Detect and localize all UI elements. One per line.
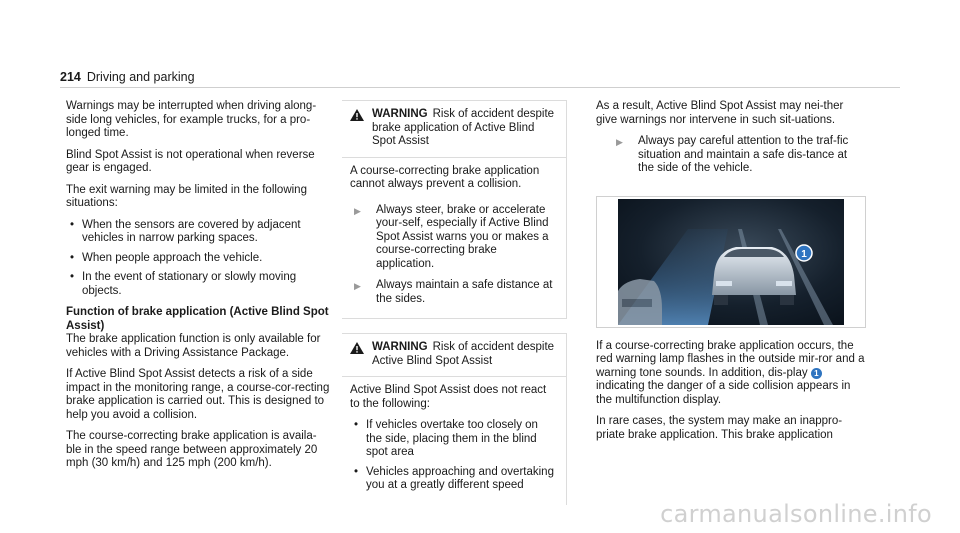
paragraph: In rare cases, the system may make an inappro-priate brake application. This brake application [596, 415, 843, 441]
paragraph: If a course-correcting brake application occurs, the red warning lamp flashes in the outside mir-ror and a warning tone sounds. In addition, dis-play 1 indicating the danger of a side collision appears in the multifunction display. [596, 339, 865, 406]
paragraph: If Active Blind Spot Assist detects a risk of a side impact in the monitoring range, a course-cor-recting brake application is carried out. This is designed to help you avoid a collision. [66, 368, 330, 421]
warning-box [342, 100, 567, 319]
warning-title: Risk of accident despite Active Blind Spot Assist [372, 341, 555, 367]
arrow-right-icon: ▶ [616, 137, 623, 147]
paragraph: The course-correcting brake application is availa-ble in the speed range between approximately 20 mph (30 km/h) and 125 mph (200 km/h). [66, 430, 318, 469]
warning-label: WARNING [372, 108, 428, 120]
list-item: • In the event of stationary or slowly moving objects. [66, 271, 330, 298]
watermark: carmanualsonline.info [660, 500, 932, 528]
warning-triangle-icon [350, 109, 366, 149]
paragraph: The exit warning may be limited in the following situations: [66, 183, 307, 209]
paragraph: Blind Spot Assist is not operational when reverse gear is engaged. [66, 148, 315, 174]
arrow-right-icon: ▶ [354, 281, 361, 291]
warning-body [342, 158, 566, 319]
warning-box [342, 333, 567, 505]
paragraph: Warnings may be interrupted when driving along-side long vehicles, for example trucks, for a pro-longed time. [66, 100, 317, 139]
bullet-list [66, 219, 330, 299]
warning-label: WARNING [372, 341, 428, 353]
instruction-step [596, 135, 866, 176]
side-vehicle [618, 279, 662, 325]
column-right [596, 100, 866, 450]
warning-title: Risk of accident despite brake application of Active Blind Spot Assist [372, 108, 555, 147]
step-text: Always pay careful attention to the traf-fic situation and maintain a safe dis-tance at the side of the vehicle. [638, 135, 849, 174]
list-item: • Vehicles approaching and overtaking you at a greatly different speed [350, 466, 556, 493]
warning-header [342, 334, 566, 377]
multifunction-display-figure [596, 196, 866, 328]
list-item: • When people approach the vehicle. [66, 252, 330, 266]
column-left [66, 100, 330, 479]
subsection-heading: Function of brake application (Active Blind Spot Assist) [66, 306, 329, 332]
warning-header [342, 101, 566, 158]
warning-body [342, 377, 566, 505]
step-text: Always steer, brake or accelerate your-self, especially if Active Blind Spot Assist warns you or makes a course-correcting brake application. [376, 203, 549, 270]
step-text: Always maintain a safe distance at the sides. [376, 279, 553, 305]
column-middle [342, 100, 567, 515]
bullet-list [350, 419, 556, 493]
callout-1-icon: 1 [811, 368, 822, 379]
instruction-step [350, 204, 556, 272]
paragraph: A course-correcting brake application cannot always prevent a collision. [350, 164, 540, 190]
page-header [60, 70, 900, 86]
warning-triangle-icon [350, 342, 366, 368]
paragraph: The brake application function is only available for vehicles with a Driving Assistance Package. [66, 333, 321, 359]
header-divider [60, 87, 900, 88]
page-number: 214 [60, 70, 81, 84]
figure-callout-number: 1 [801, 248, 807, 260]
display-illustration [618, 199, 844, 325]
list-item: • When the sensors are covered by adjacent vehicles in narrow parking spaces. [66, 219, 330, 246]
section-title: Driving and parking [86, 70, 195, 84]
paragraph: As a result, Active Blind Spot Assist may nei-ther give warnings nor intervene in such sit-uations. [596, 100, 844, 126]
instruction-step [350, 279, 556, 306]
arrow-right-icon: ▶ [354, 205, 361, 216]
list-item: • If vehicles overtake too closely on the side, placing them in the blind spot area [350, 419, 556, 460]
paragraph: Active Blind Spot Assist does not react to the following: [350, 384, 547, 410]
